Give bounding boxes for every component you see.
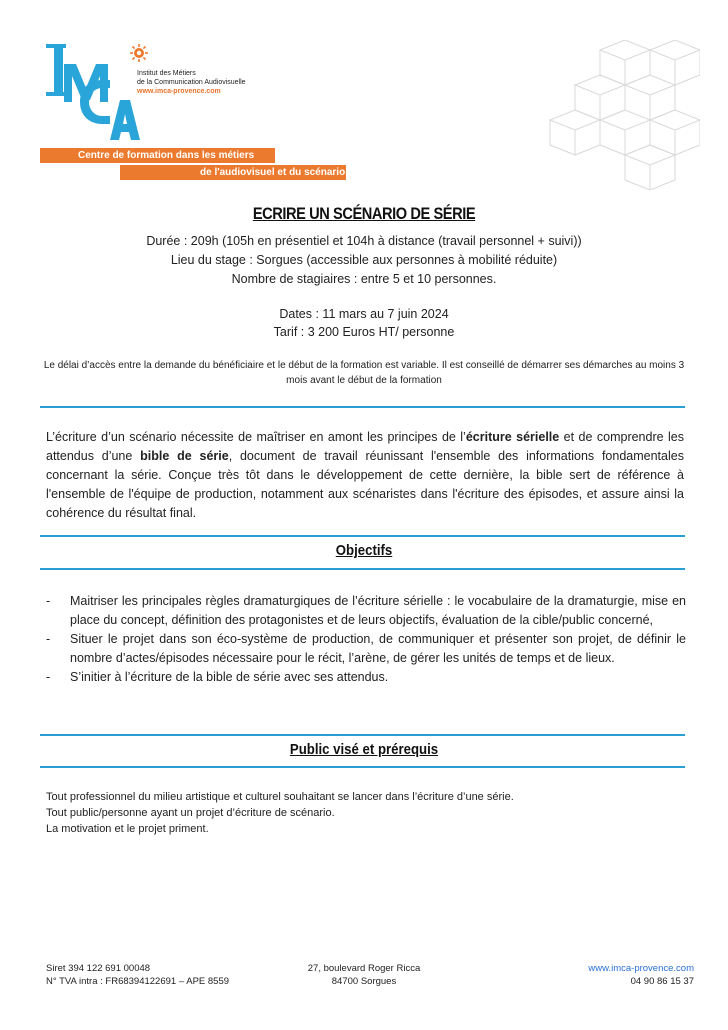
list-item: - S’initier à l’écriture de la bible de série avec ses attendus. bbox=[46, 670, 389, 684]
banner-line1: Centre de formation dans les métiers bbox=[40, 148, 275, 163]
footer-phone: 04 90 86 15 37 bbox=[630, 976, 694, 987]
divider bbox=[40, 734, 685, 736]
footer-tva: N° TVA intra : FR68394122691 – APE 8559 bbox=[46, 976, 230, 987]
divider bbox=[40, 406, 685, 408]
banner-line2: de l'audiovisuel et du scénario bbox=[120, 165, 346, 180]
institute-block bbox=[137, 69, 246, 96]
footer-center bbox=[264, 962, 464, 988]
intro-text-3: , document de travail réunissant l'ensemble des informations fondamentales concernant la série. Conçue très tôt dans le développement de cette dernière, la bible sert de référence à l'ensemble de l'équipe de production, notamment aux scénaristes dans l'écriture des épisodes, et assure ainsi la cohérence du résultat final. bbox=[46, 449, 684, 520]
intro-paragraph bbox=[46, 428, 684, 523]
intro-bold-bible: bible de série bbox=[140, 449, 229, 463]
intro-bold-ecriture: écriture sérielle bbox=[465, 430, 560, 444]
divider bbox=[40, 568, 685, 570]
intro-text-1: L’écriture d’un scénario nécessite de maîtriser en amont les principes de l’ bbox=[46, 430, 466, 444]
sun-icon bbox=[130, 44, 148, 62]
public-line: Tout professionnel du milieu artistique et culturel souhaitant se lancer dans l’écriture d’une série. bbox=[46, 791, 514, 803]
intro-text-2: et de comprendre les attendus d’une bbox=[46, 430, 684, 463]
delay-notice: Le délai d’accès entre la demande du bénéficiaire et le début de la formation est variable. Il est conseillé de démarrer ses démarches au moins 3 mois avant le début de la formation bbox=[43, 360, 685, 386]
footer-address1: 27, boulevard Roger Ricca bbox=[307, 963, 421, 974]
footer-right bbox=[500, 962, 694, 988]
public-title: Public visé et prérequis bbox=[289, 741, 439, 758]
public-line: Tout public/personne ayant un projet d’écriture de scénario. bbox=[46, 807, 335, 819]
info-lieu: Lieu du stage : Sorgues (accessible aux personnes à mobilité réduite) bbox=[170, 253, 558, 267]
institute-url[interactable]: www.imca-provence.com bbox=[137, 88, 221, 95]
objectif-text: Maitriser les principales règles dramaturgiques de l’écriture sérielle : le vocabulaire de la dramaturgie, mise en place du concept, définition des protagonistes et de leurs objectifs, évaluation de la cible/public concerné, bbox=[70, 594, 686, 627]
divider bbox=[40, 766, 685, 768]
footer-website-link[interactable]: www.imca-provence.com bbox=[588, 963, 694, 974]
institute-line1: Institut des Métiers bbox=[137, 70, 196, 77]
objectif-text: S’initier à l’écriture de la bible de série avec ses attendus. bbox=[70, 670, 389, 684]
list-item: - Situer le projet dans son éco-système de production, de communiquer et présenter son projet, de définir le nombre d’actes/épisodes nécessaire pour le récit, l’arène, de gérer les unités de temps et de lieux. bbox=[46, 632, 686, 665]
info-stagiaires: Nombre de stagiaires : entre 5 et 10 personnes. bbox=[231, 272, 497, 286]
info-tarif: Tarif : 3 200 Euros HT/ personne bbox=[273, 325, 455, 339]
cubes-decoration-icon bbox=[540, 40, 700, 190]
info-duree: Durée : 209h (105h en présentiel et 104h à distance (travail personnel + suivi)) bbox=[146, 234, 582, 248]
footer-address2: 84700 Sorgues bbox=[331, 976, 397, 987]
divider bbox=[40, 535, 685, 537]
page-title: ECRIRE UN SCÉNARIO DE SÉRIE bbox=[252, 204, 476, 223]
footer-siret: Siret 394 122 691 00048 bbox=[46, 963, 151, 974]
institute-line2: de la Communication Audiovisuelle bbox=[137, 79, 246, 86]
footer-left bbox=[46, 962, 229, 988]
info-dates: Dates : 11 mars au 7 juin 2024 bbox=[279, 307, 449, 321]
public-block bbox=[46, 789, 686, 837]
objectifs-list bbox=[46, 592, 686, 687]
objectif-text: Situer le projet dans son éco-système de production, de communiquer et présenter son projet, de définir le nombre d’actes/épisodes nécessaire pour le récit, l’arène, de gérer les unités de temps et de lieux. bbox=[70, 632, 686, 665]
list-item: - Maitriser les principales règles dramaturgiques de l’écriture sérielle : le vocabulaire de la dramaturgie, mise en place du concept, définition des protagonistes et de leurs objectifs, évaluation de la cible/public concerné, bbox=[46, 594, 686, 627]
public-line: La motivation et le projet priment. bbox=[46, 823, 209, 835]
objectifs-title: Objectifs bbox=[335, 542, 393, 559]
